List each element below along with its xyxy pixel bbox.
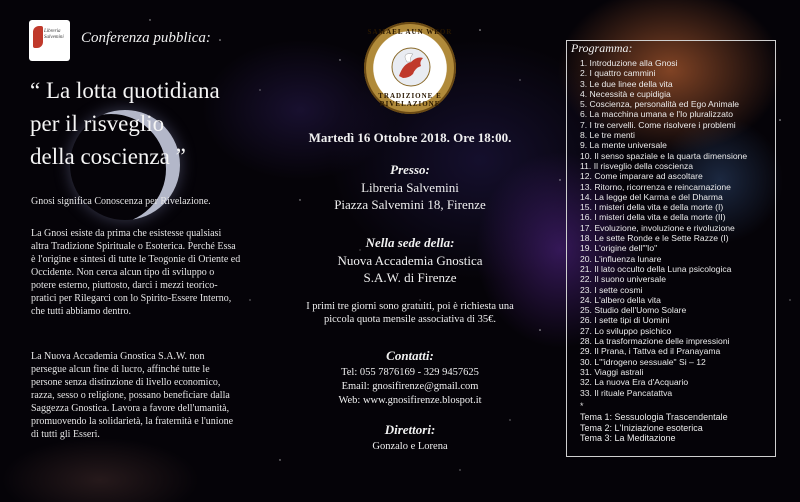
sede-label: Nella sede della: (365, 235, 455, 250)
programma-item: 22. Il suono universale (580, 274, 666, 285)
programma-item: 3. Le due linee della vita (580, 78, 673, 89)
libreria-salvemini-logo (29, 20, 70, 61)
programma-item: 9. La mente universale (580, 140, 667, 151)
programma-item: 4. Necessità e cupidigia (580, 88, 671, 99)
programma-item: 27. Lo sviluppo psichico (580, 325, 672, 336)
programma-list (580, 58, 776, 398)
programma-item: 2. I quattro cammini (580, 68, 656, 79)
programma-item: 32. La nuova Era d'Acquario (580, 377, 689, 388)
programma-item: 11. Il risveglio della coscienza (580, 160, 694, 171)
asterisk-mark: * (580, 401, 584, 411)
programma-item: 16. I misteri della vita e della morte (II) (580, 212, 726, 223)
quill-icon (33, 26, 43, 48)
programma-item: 18. Le sette Ronde e le Sette Razze (I) (580, 233, 729, 244)
gnosi-paragraph: La Gnosi esiste da prima che esistesse qualsiasi altra Tradizione Spirituale o Esoterica. Perché Essa è l'origine e sintesi di tutte le Teogonie di Oriente ed Occidente. Non cerca alcun tipo di sviluppo o potere esterno, piuttosto, darci i mezzi teorico-pratici per Rilegarci con lo Spirito-Essere Interno, che tutti abbiamo dentro. (31, 228, 241, 317)
contact-phone: Tel: 055 7876169 - 329 9457625 (341, 367, 479, 378)
programma-item: 21. Il lato occulto della Luna psicologica (580, 263, 732, 274)
programma-item: 24. L'albero della vita (580, 294, 661, 305)
programma-item: 28. La trasformazione delle impressioni (580, 336, 730, 347)
programma-item: 15. I misteri della vita e della morte (I) (580, 202, 724, 213)
pegasus-icon (391, 46, 431, 88)
samael-aun-weor-emblem (364, 22, 456, 114)
accademia-paragraph: La Nuova Accademia Gnostica S.A.W. non persegue alcun fine di lucro, affinché tutte le persone senza distinzione di livello economico, razza, sesso o religione, possano beneficiare dalla Saggezza Gnostica. Lavora a favore dell'umanità, promuovendo la solidarietà, la fraternità e l'unione di tutti gli Esseri. (31, 351, 234, 440)
programma-item: 23. I sette cosmi (580, 284, 643, 295)
programma-item: 33. Il rituale Pancatattva (580, 387, 673, 398)
sede-city: S.A.W. di Firenze (363, 270, 457, 285)
logo-text-line2: Salvemini (44, 35, 64, 40)
title-line-1: “ La lotta quotidiana (30, 78, 220, 103)
programma-item: 1. Introduzione alla Gnosi (580, 58, 678, 68)
presso-address: Piazza Salvemini 18, Firenze (334, 197, 486, 212)
programma-item: 29. Il Prana, i Tattva ed il Pranayama (580, 346, 721, 357)
programma-item: 31. Viaggi astrali (580, 366, 644, 377)
programma-item: 13. Ritorno, ricorrenza e reincarnazione (580, 181, 731, 192)
programma-item: 14. La legge del Karma e del Dharma (580, 191, 723, 202)
direttori-label: Direttori: (384, 422, 436, 437)
title-line-2: per il risveglio (30, 111, 165, 136)
direttori-names: Gonzalo e Lorena (372, 441, 448, 452)
programma-item: 26. I sette tipi di Uomini (580, 315, 670, 326)
programma-heading: Programma: (571, 41, 633, 55)
programma-item: 19. L'origine dell'"Io" (580, 243, 658, 254)
sede-name: Nuova Accademia Gnostica (337, 253, 483, 268)
programma-item: 8. Le tre menti (580, 130, 635, 141)
event-title (30, 74, 270, 173)
programma-item: 5. Coscienza, personalità ed Ego Animale (580, 99, 740, 110)
presso-venue: Libreria Salvemini (361, 180, 459, 195)
contact-email: Email: gnosifirenze@gmail.com (341, 381, 479, 392)
programma-item: 10. Il senso spaziale e la quarta dimensione (580, 150, 748, 161)
programma-item: 25. Studio dell'Uomo Solare (580, 305, 687, 316)
intro-paragraph: Gnosi significa Conoscenza per Rivelazione. (31, 196, 211, 207)
emblem-top-text: SAMAEL AUN WEOR (367, 28, 453, 36)
logo-text-line1: Libreria (44, 29, 61, 34)
fee-note: I primi tre giorni sono gratuiti, poi è richiesta una piccola quota mensile associativa di 35€. (306, 301, 514, 325)
emblem-bottom-text: TRADIZIONE E RIVELAZIONE (378, 92, 442, 108)
programma-item: 6. La macchina umana e l'Io pluralizzato (580, 109, 734, 120)
event-date: Martedì 16 Ottobre 2018. Ore 18:00. (308, 130, 512, 145)
programma-item: 12. Come imparare ad ascoltare (580, 171, 703, 182)
title-line-3: della coscienza ” (30, 144, 186, 169)
conference-label: Conferenza pubblica: (81, 30, 211, 46)
programma-item: 20. L'influenza lunare (580, 253, 662, 264)
contatti-label: Contatti: (386, 348, 434, 363)
tema-item: Tema 3: La Meditazione (580, 433, 676, 443)
programma-item: 30. L'"idrogeno sessuale" Si – 12 (580, 356, 706, 367)
contact-website: Web: www.gnosifirenze.blospot.it (338, 395, 482, 406)
tema-item: Tema 2: L'Iniziazione esoterica (580, 422, 703, 433)
programma-item: 17. Evoluzione, involuzione e rivoluzione (580, 222, 735, 233)
tema-item: Tema 1: Sessuologia Trascendentale (580, 412, 728, 422)
temi-list (580, 412, 770, 444)
programma-item: 7. I tre cervelli. Come risolvere i problemi (580, 119, 736, 130)
presso-label: Presso: (390, 162, 430, 177)
